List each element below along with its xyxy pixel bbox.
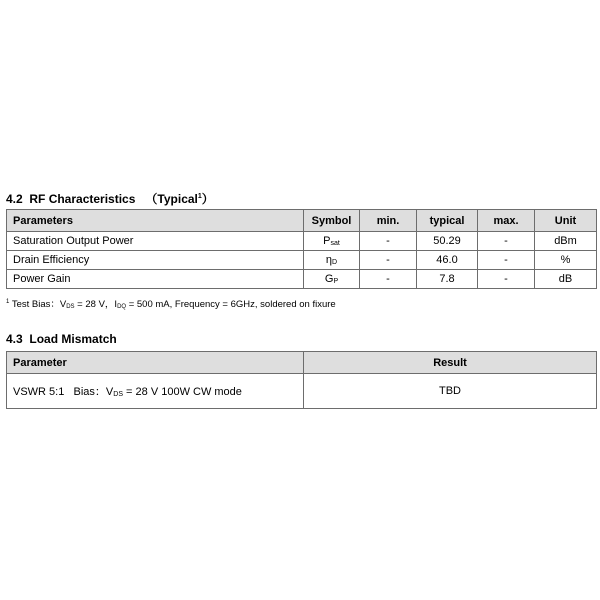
cell-unit: dBm: [535, 232, 597, 251]
footnote-ref: 1: [197, 193, 202, 200]
load-mismatch-table: [6, 351, 597, 409]
header-parameter: Parameter: [7, 352, 304, 374]
table-header-row: [7, 210, 597, 232]
section-title-text: RF Characteristics: [29, 192, 136, 206]
section-qualifier: （Typical: [145, 192, 198, 206]
footnote-text-b: = 28 V，I: [74, 299, 118, 310]
footnote-marker: 1: [6, 298, 10, 305]
section-qualifier-close: ）: [201, 192, 214, 206]
cell-parameter: Power Gain: [7, 270, 304, 289]
param-text-b: = 28 V 100W CW mode: [123, 386, 242, 398]
header-max: max.: [478, 210, 535, 232]
table-row: [7, 232, 597, 251]
cell-min: -: [360, 251, 417, 270]
table-row: [7, 374, 597, 409]
footnote-text-c: = 500 mA, Frequency = 6GHz, soldered on fixure: [126, 299, 336, 310]
cell-symbol: [304, 232, 360, 251]
header-min: min.: [360, 210, 417, 232]
symbol-sub: sat: [330, 240, 340, 247]
cell-typical: 7.8: [417, 270, 478, 289]
header-result: Result: [304, 352, 597, 374]
param-text-a: VSWR 5:1 Bias：V: [13, 386, 114, 398]
cell-typical: 50.29: [417, 232, 478, 251]
symbol-sub: D: [332, 259, 338, 266]
cell-max: -: [478, 232, 535, 251]
cell-max: -: [478, 251, 535, 270]
footnote: [6, 296, 336, 310]
cell-parameter: [7, 374, 304, 409]
rf-characteristics-table: [6, 209, 597, 289]
rf-section-title: [6, 190, 214, 207]
symbol-main: G: [324, 273, 334, 285]
footnote-sub-a: DS: [66, 304, 75, 310]
cell-unit: dB: [535, 270, 597, 289]
cell-symbol: [304, 270, 360, 289]
section-title-text: Load Mismatch: [29, 332, 117, 346]
section-number: 4.3: [6, 332, 23, 346]
header-typical: typical: [417, 210, 478, 232]
lm-section-title: [6, 332, 117, 346]
cell-parameter: Saturation Output Power: [7, 232, 304, 251]
section-number: 4.2: [6, 192, 23, 206]
cell-max: -: [478, 270, 535, 289]
table-row: [7, 251, 597, 270]
header-parameters: Parameters: [7, 210, 304, 232]
cell-min: -: [360, 232, 417, 251]
cell-typical: 46.0: [417, 251, 478, 270]
cell-symbol: [304, 251, 360, 270]
header-unit: Unit: [535, 210, 597, 232]
param-sub: DS: [113, 391, 123, 398]
symbol-main: P: [323, 235, 331, 247]
table-header-row: [7, 352, 597, 374]
header-symbol: Symbol: [304, 210, 360, 232]
cell-unit: %: [535, 251, 597, 270]
cell-parameter: Drain Efficiency: [7, 251, 304, 270]
cell-result: TBD: [304, 374, 597, 409]
table-row: [7, 270, 597, 289]
footnote-text-a: Test Bias：V: [11, 299, 67, 310]
cell-min: -: [360, 270, 417, 289]
footnote-sub-b: DQ: [117, 304, 127, 310]
symbol-sub: P: [333, 278, 339, 285]
symbol-main: η: [325, 254, 333, 266]
